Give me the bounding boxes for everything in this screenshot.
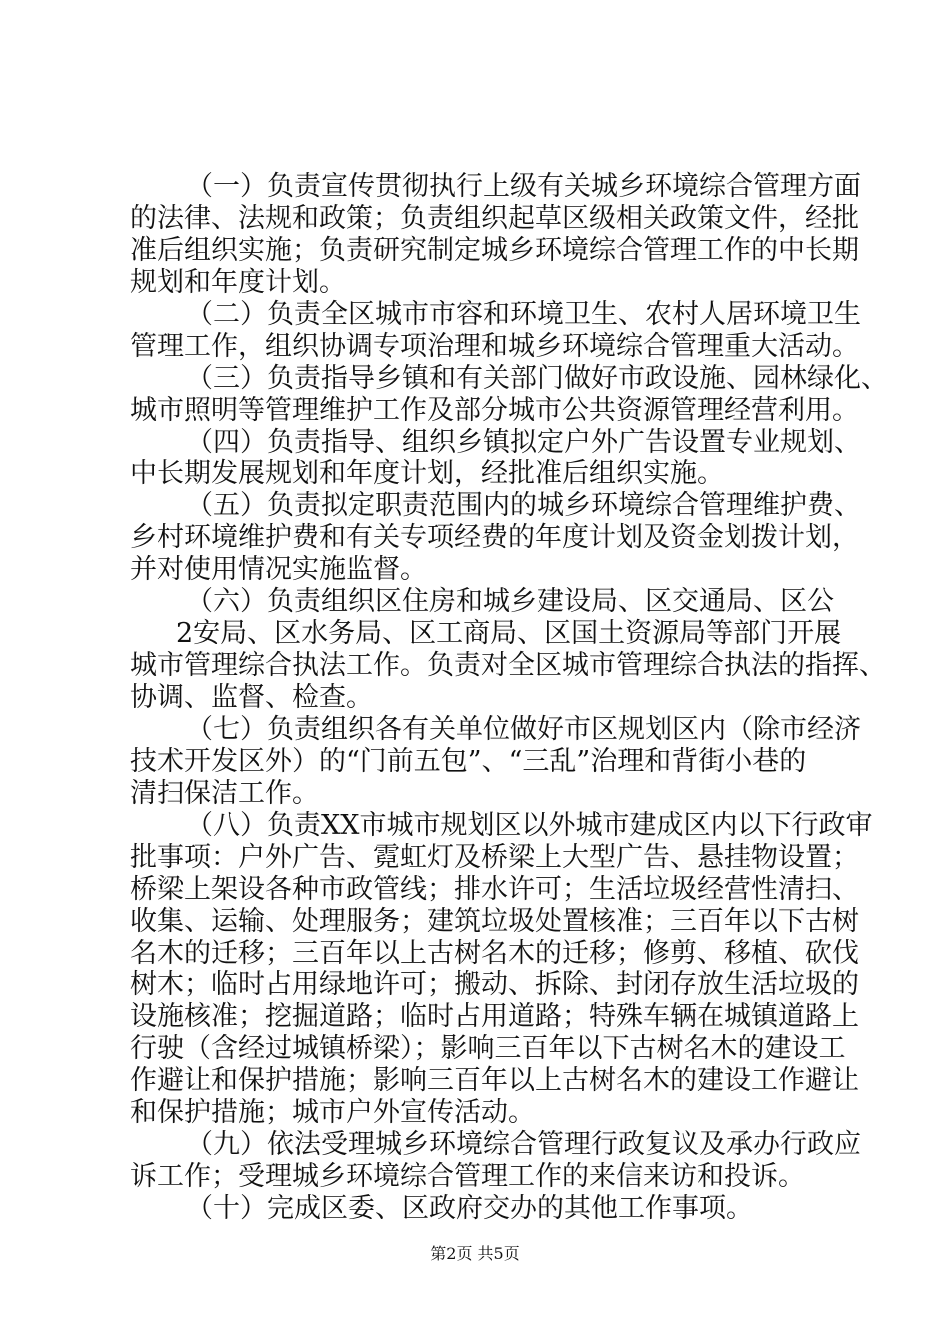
body-line-26: 树木；临时占用绿地许可；搬动、拆除、封闭存放生活垃圾的	[130, 969, 859, 1000]
body-line-3: 准后组织实施；负责研究制定城乡环境综合管理工作的中长期	[130, 235, 859, 266]
body-line-4: 规划和年度计划。	[130, 267, 346, 298]
body-line-18: （七）负责组织各有关单位做好市区规划区内（除市经济	[186, 714, 861, 745]
body-line-2: 的法律、法规和政策；负责组织起草区级相关政策文件，经批	[130, 203, 859, 234]
body-line-12: 乡村环境维护费和有关专项经费的年度计划及资金划拨计划，	[130, 522, 859, 553]
body-line-10: 中长期发展规划和年度计划，经批准后组织实施。	[130, 458, 724, 489]
body-line-1: （一）负责宣传贯彻执行上级有关城乡环境综合管理方面	[186, 171, 861, 202]
body-line-9: （四）负责指导、组织乡镇拟定户外广告设置专业规划、	[186, 427, 861, 458]
body-line-22: 批事项：户外广告、霓虹灯及桥梁上大型广告、悬挂物设置；	[130, 842, 859, 873]
body-line-21: （八）负责XX市城市规划区以外城市建成区内以下行政审	[186, 810, 873, 841]
body-line-8: 城市照明等管理维护工作及部分城市公共资源管理经营利用。	[130, 395, 859, 426]
body-line-29: 作避让和保护措施；影响三百年以上古树名木的建设工作避让	[130, 1065, 859, 1096]
body-line-30: 和保护措施；城市户外宣传活动。	[130, 1097, 535, 1128]
body-line-24: 收集、运输、处理服务；建筑垃圾处置核准；三百年以下古树	[130, 906, 859, 937]
body-line-16: 城市管理综合执法工作。负责对全区城市管理综合执法的指挥、	[130, 650, 886, 681]
body-line-13: 并对使用情况实施监督。	[130, 554, 427, 585]
page-footer: 第2页 共5页	[430, 1244, 520, 1263]
body-line-25: 名木的迁移；三百年以上古树名木的迁移；修剪、移植、砍伐	[130, 938, 859, 969]
body-line-7: （三）负责指导乡镇和有关部门做好市政设施、园林绿化、	[186, 363, 888, 394]
body-line-15: 2安局、区水务局、区工商局、区国土资源局等部门开展	[176, 618, 842, 649]
body-line-23: 桥梁上架设各种市政管线；排水许可；生活垃圾经营性清扫、	[130, 874, 859, 905]
body-line-33: （十）完成区委、区政府交办的其他工作事项。	[186, 1193, 753, 1224]
body-line-31: （九）依法受理城乡环境综合管理行政复议及承办行政应	[186, 1129, 861, 1160]
body-line-14: （六）负责组织区住房和城乡建设局、区交通局、区公	[186, 586, 834, 617]
body-line-28: 行驶（含经过城镇桥梁）；影响三百年以下古树名木的建设工	[130, 1033, 846, 1064]
body-line-27: 设施核准；挖掘道路；临时占用道路；特殊车辆在城镇道路上	[130, 1001, 859, 1032]
body-line-20: 清扫保洁工作。	[130, 778, 319, 809]
body-line-17: 协调、监督、检查。	[130, 682, 373, 713]
body-line-11: （五）负责拟定职责范围内的城乡环境综合管理维护费、	[186, 490, 861, 521]
body-line-32: 诉工作；受理城乡环境综合管理工作的来信来访和投诉。	[130, 1161, 805, 1192]
body-line-19: 技术开发区外）的“门前五包”、“三乱”治理和背街小巷的	[130, 746, 807, 777]
body-line-5: （二）负责全区城市市容和环境卫生、农村人居环境卫生	[186, 299, 861, 330]
body-line-6: 管理工作，组织协调专项治理和城乡环境综合管理重大活动。	[130, 331, 859, 362]
